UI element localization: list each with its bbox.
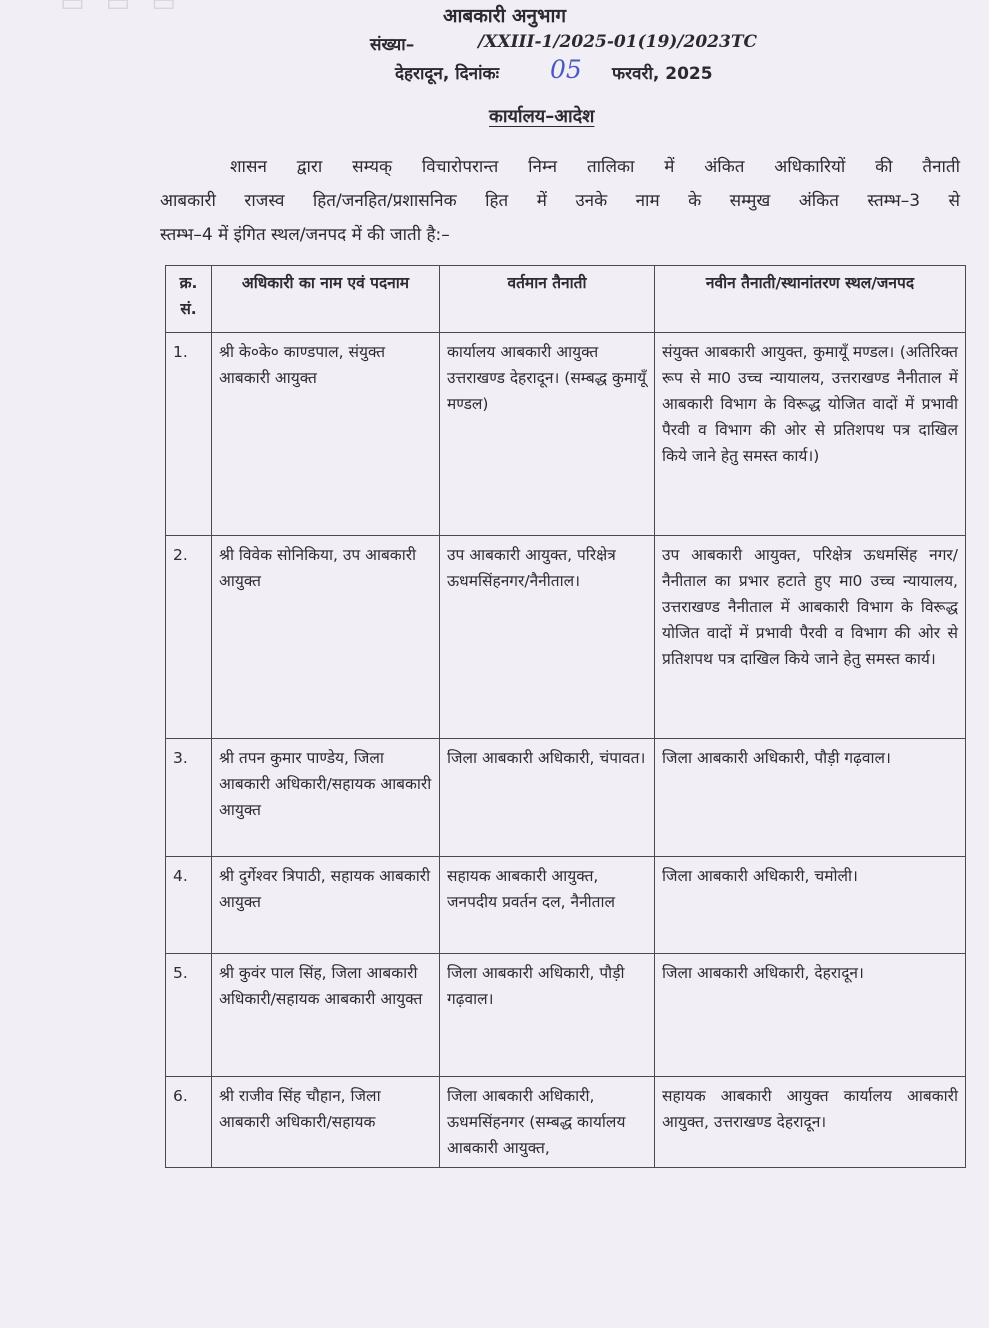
row-officer: श्री के०के० काण्डपाल, संयुक्त आबकारी आयुक्त	[212, 333, 440, 536]
posting-table	[165, 265, 966, 1168]
row-current-posting: जिला आबकारी अधिकारी, ऊधमसिंहनगर (सम्बद्ध कार्यालय आबकारी आयुक्त,	[440, 1077, 655, 1168]
reference-number: /XXIII-1/2025-01(19)/2023TC	[478, 32, 758, 52]
reference-label: संख्या–	[370, 35, 415, 55]
row-officer: श्री तपन कुमार पाण्डेय, जिला आबकारी अधिकारी/सहायक आबकारी आयुक्त	[212, 739, 440, 857]
header-current-posting: वर्तमान तैनाती	[440, 266, 655, 333]
row-serial: 4.	[166, 857, 212, 954]
table-row	[166, 954, 966, 1077]
row-serial: 1.	[166, 333, 212, 536]
row-current-posting: जिला आबकारी अधिकारी, चंपावत।	[440, 739, 655, 857]
row-officer: श्री कुवंर पाल सिंह, जिला आबकारी अधिकारी/सहायक आबकारी आयुक्त	[212, 954, 440, 1077]
intro-line-3: स्तम्भ–4 में इंगित स्थल/जनपद में की जाती है:–	[160, 225, 450, 245]
table-row	[166, 1077, 966, 1168]
row-serial: 5.	[166, 954, 212, 1077]
document-title: कार्यालय–आदेश	[489, 106, 595, 127]
header-new-posting: नवीन तैनाती/स्थानांतरण स्थल/जनपद	[655, 266, 966, 333]
row-officer: श्री दुर्गेश्वर त्रिपाठी, सहायक आबकारी आयुक्त	[212, 857, 440, 954]
row-officer: श्री राजीव सिंह चौहान, जिला आबकारी अधिकारी/सहायक	[212, 1077, 440, 1168]
top-left-mark-icon: ▭ ▭ ▭	[60, 0, 182, 18]
row-serial: 6.	[166, 1077, 212, 1168]
handwritten-day: 05	[550, 55, 582, 84]
row-current-posting: सहायक आबकारी आयुक्त, जनपदीय प्रवर्तन दल, नैनीताल	[440, 857, 655, 954]
table-row	[166, 857, 966, 954]
row-new-posting: जिला आबकारी अधिकारी, देहरादून।	[655, 954, 966, 1077]
table-header-row	[166, 266, 966, 333]
row-new-posting: सहायक आबकारी आयुक्त कार्यालय आबकारी आयुक्त, उत्तराखण्ड देहरादून।	[655, 1077, 966, 1168]
row-serial: 2.	[166, 536, 212, 739]
row-serial: 3.	[166, 739, 212, 857]
header-serial: क्र. सं.	[166, 266, 212, 333]
table-row	[166, 739, 966, 857]
intro-line-2: आबकारी राजस्व हित/जनहित/प्रशासनिक हित में उनके नाम के सम्मुख अंकित स्तम्भ–3 से	[160, 191, 960, 211]
header-officer: अधिकारी का नाम एवं पदनाम	[212, 266, 440, 333]
row-current-posting: उप आबकारी आयुक्त, परिक्षेत्र ऊधमसिंहनगर/नैनीताल।	[440, 536, 655, 739]
row-new-posting: उप आबकारी आयुक्त, परिक्षेत्र ऊधमसिंह नगर/नैनीताल का प्रभार हटाते हुए मा0 उच्च न्यायालय, उत्तराखण्ड नैनीताल में आबकारी विभाग के विरूद्ध योजित वादों में प्रभावी पैरवी व विभाग की ओर से प्रतिशपथ पत्र दाखिल किये जाने हेतु समस्त कार्य।	[655, 536, 966, 739]
row-new-posting: संयुक्त आबकारी आयुक्त, कुमायूँ मण्डल। (अतिरिक्त रूप से मा0 उच्च न्यायालय, उत्तराखण्ड नैनीताल में आबकारी विभाग के विरूद्ध योजित वादों में प्रभावी पैरवी व विभाग की ओर से प्रतिशपथ पत्र दाखिल किये जाने हेतु समस्त कार्य।)	[655, 333, 966, 536]
row-current-posting: जिला आबकारी अधिकारी, पौड़ी गढ़वाल।	[440, 954, 655, 1077]
department-name: आबकारी अनुभाग	[442, 5, 567, 27]
row-new-posting: जिला आबकारी अधिकारी, पौड़ी गढ़वाल।	[655, 739, 966, 857]
intro-paragraph	[160, 150, 960, 252]
row-officer: श्री विवेक सोनिकिया, उप आबकारी आयुक्त	[212, 536, 440, 739]
table-row	[166, 536, 966, 739]
table-row	[166, 333, 966, 536]
month-year: फरवरी, 2025	[612, 64, 713, 84]
row-new-posting: जिला आबकारी अधिकारी, चमोली।	[655, 857, 966, 954]
intro-line-1: शासन द्वारा सम्यक् विचारोपरान्त निम्न तालिका में अंकित अधिकारियों की तैनाती	[230, 157, 960, 177]
row-current-posting: कार्यालय आबकारी आयुक्त उत्तराखण्ड देहरादून। (सम्बद्ध कुमायूँ मण्डल)	[440, 333, 655, 536]
place-date-label: देहरादून, दिनांकः	[395, 64, 500, 84]
